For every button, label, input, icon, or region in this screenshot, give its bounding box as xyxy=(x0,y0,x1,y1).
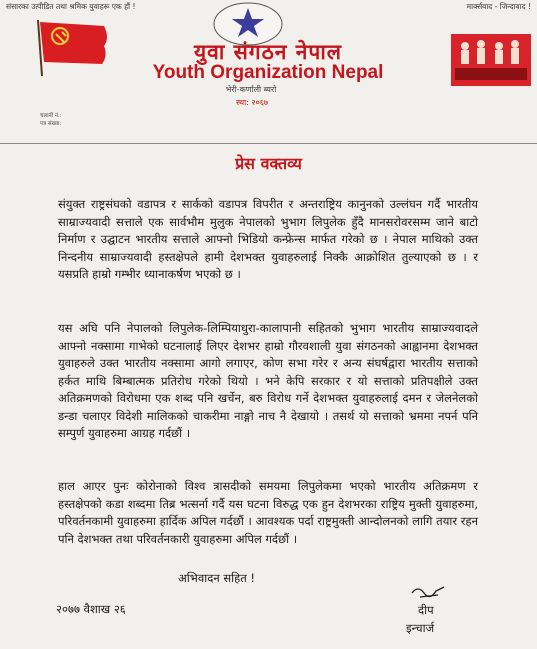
document-date: २०७७ वैशाख २६ xyxy=(56,602,126,616)
paragraph-1: संयुक्त राष्ट्रसंघको वडापत्र र सार्कको वडापत्र विपरीत र अन्तराष्ट्रिय कानुनको उल्लंघन गर्दै भारतीय साम्राज्यवादी सत्ताले एक सार्वभौम मुलुक नेपालको भुभाग लिपुलेक हुँदै मानसरोवरसम्म जाने बाटो निर्माण र उद्घाटन भारतीय सत्ताले आफ्नो भिडियो कन्फ्रेन्स मार्फत गरेको छ । नेपाल माथिको उक्त निन्दनीय साम्राज्यवादी हस्तक्षेपले हामी देशभक्त युवाहरुलाई निक्कै आक्रोशित तुल्याएको छ । र यसप्रति हाम्रो गम्भीर ध्यानाकर्षण भएको छ । xyxy=(58,197,478,281)
hammer-sickle-flag-icon xyxy=(32,16,112,76)
greeting: अभिवादन सहित ! xyxy=(178,571,256,585)
paragraph-2: यस अघि पनि नेपालको लिपुलेक-लिम्पियाधुरा-कालापानी सहितको भुभाग भारतीय साम्राज्यवादले आफ्नो नक्सामा गाभेको घटनालाई लिएर देशभर हाम्रो गौरवशाली युवा संगठनको आह्वानमा देशभक्त युवाहरुले उक्त भारतीय नक्सामा आगो लगाएर, कोण सभा गरेर र अन्य संघर्षद्वारा भारतीय सत्ताको हर्कत माथि बिम्बात्मक प्रतिरोध गरेको थियो । भने केपि सरकार र यो सत्ताको प्रतिपक्षीले उक्त अतिक्रमणको विरोधमा एक शब्द पनि खर्चेन, बरु विरोध गर्ने देशभक्त युवाहरुलाई दमन र जेलनेलको डन्डा चलाएर विदेशी मालिकको चाकरीमा नाङ्गो नाच नै देखायो । तसर्थ यो सत्ताको भ्रममा नपर्न पनि सम्पुर्ण युवाहरुमा आग्रह गर्दछौं । xyxy=(58,321,478,440)
protest-poster-icon xyxy=(451,34,531,86)
org-name-nepali: युवा संगठन नेपाल xyxy=(193,40,343,64)
document-title: प्रेस वक्तव्य xyxy=(235,154,302,173)
signatory-title: इन्चार्ज xyxy=(406,621,435,635)
letter-number-label: पत्र संख्या: xyxy=(40,121,62,127)
paragraph-3: हाल आएर पुनः कोरोनाको विश्व त्रासदीको समयमा लिपुलेकमा भएको भारतीय अतिक्रमण र हस्तक्षेपको कडा शब्दमा तिब्र भत्सर्ना गर्दै यस घटना विरुद्ध एक हुन देशभरका राष्ट्रिय मुक्ती युवाहरुमा, परिवर्तनकामी युवाहरुमा हार्दिक अपिल गर्दछौं । आवश्यक पर्दा राष्ट्रमुक्ती आन्दोलनको लागि तयार रहन पनि देशभक्त तथा परिवर्तनकारी युवाहरुमा अपिल गर्दछौं । xyxy=(58,479,478,546)
slogan-left: संसारका उत्पीडित तथा श्रमिक युवाहरू एक हौं ! xyxy=(6,2,136,11)
header-divider xyxy=(0,143,537,144)
signatory-name: दीप xyxy=(418,603,434,617)
dispatch-number-label: चलानी नं.: xyxy=(40,113,62,119)
province-label: भेरी-कर्णाली ब्यरो xyxy=(225,85,277,94)
established-label: स्था: २०६७ xyxy=(236,98,269,107)
reference-meta xyxy=(40,112,62,128)
slogan-right: मार्क्सवाद - जिन्दावाद ! xyxy=(466,2,531,11)
org-name-english: Youth Organization Nepal xyxy=(152,62,384,83)
signature-mark-icon xyxy=(408,581,450,601)
